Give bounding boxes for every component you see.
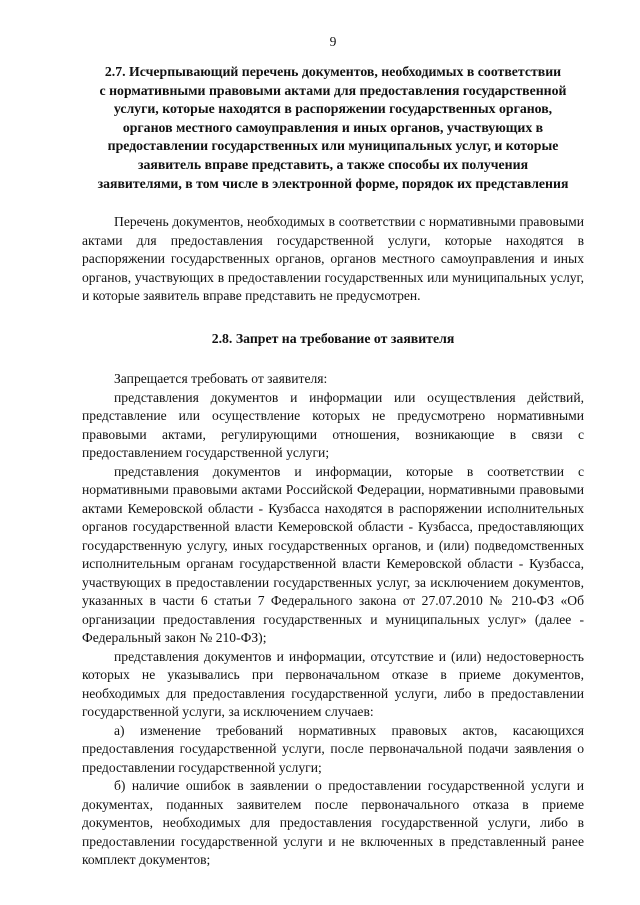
section-2-8-paragraph: б) наличие ошибок в заявлении о предоставлении государственной услуги и документах, поданных заявителем после первоначального отказа в приеме документов, необходимых для предоставления государственной услуги, либо в предоставлении государственной услуги и не включенных в представленный ранее комплект документов; — [82, 778, 584, 868]
heading-line: 2.7. Исчерпывающий перечень документов, необходимых в соответствии — [104, 64, 562, 79]
section-2-7-heading — [82, 63, 584, 193]
section-2-8-paragraph: представления документов и информации или осуществления действий, представление или осуществление которых не предусмотрено нормативными правовыми актами, регулирующими отношения, возникающие в связи с предоставлением государственной услуги; — [82, 389, 584, 461]
section-2-8-heading: 2.8. Запрет на требование от заявителя — [211, 330, 455, 346]
document-page — [82, 34, 584, 870]
heading-line: услуги, которые находятся в распоряжении государственных органов, — [113, 101, 553, 117]
heading-line: с нормативными правовыми актами для предоставления государственной — [99, 82, 567, 98]
section-2-8-paragraph: представления документов и информации, которые в соответствии с нормативными правовыми актами Российской Федерации, нормативными правовыми актами Кемеровской области - Кузбасса находятся в распоряжении исполнительных органов государственной власти Кемеровской области - Кузбасса, предоставляющих государственную услугу, иных государственных органов, и (или) подведомственных исполнительным органам государственной власти Кемеровской области - Кузбасса, участвующих в предоставлении государственных услуг, за исключением документов, указанных в части 6 статьи 7 Федерального закона от 27.07.2010 № 210-ФЗ «Об организации предоставления государственных и муниципальных услуг» (далее - Федеральный закон № 210-ФЗ); — [82, 463, 584, 646]
heading-line: заявителями, в том числе в электронной форме, порядок их представления — [97, 175, 569, 191]
section-2-8-paragraph: а) изменение требований нормативных правовых актов, касающихся предоставления государственной услуги, после первоначальной подачи заявления о предоставлении государственной услуги; — [82, 722, 584, 775]
section-2-8-paragraph: представления документов и информации, отсутствие и (или) недостоверность которых не указывались при первоначальном отказе в приеме документов, необходимых для предоставления государственной услуги, либо в предоставлении государственной услуги, за исключением случаев: — [82, 648, 584, 720]
heading-line: предоставлении государственных или муниципальных услуг, и которые — [107, 138, 559, 154]
heading-line: заявитель вправе представить, а также способы их получения — [137, 156, 529, 172]
page-number: 9 — [329, 34, 337, 49]
heading-line: органов местного самоуправления и иных органов, участвующих в — [122, 119, 544, 135]
section-2-8-paragraph: Запрещается требовать от заявителя: — [114, 371, 328, 387]
section-2-7-paragraph: Перечень документов, необходимых в соответствии с нормативными правовыми актами для предоставления государственной услуги, которые находятся в распоряжении государственных органов, органов местного самоуправления и иных органов, участвующих в предоставлении государственных или муниципальных услуг, и которые заявитель вправе представить не предусмотрен. — [82, 214, 584, 304]
